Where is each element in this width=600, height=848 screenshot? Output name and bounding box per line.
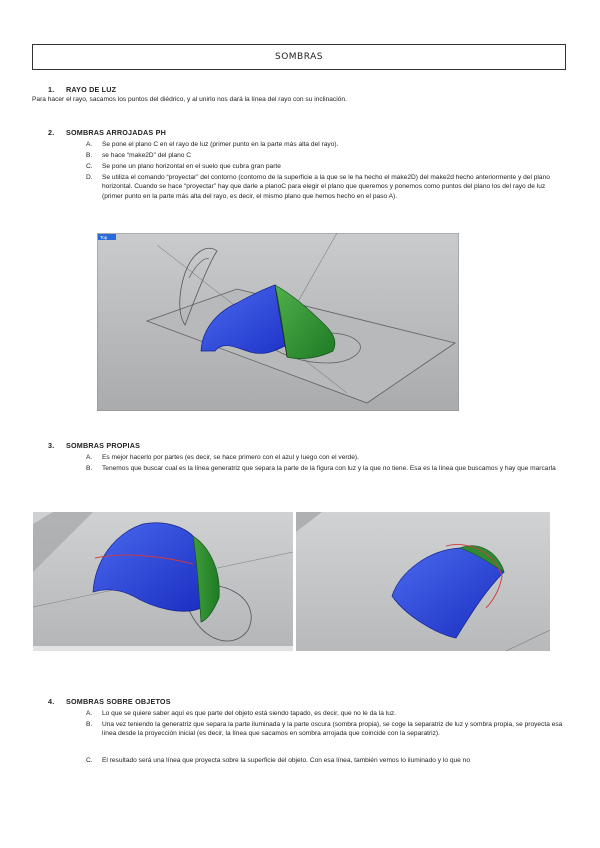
figure-cast-shadow (97, 233, 459, 411)
section-2-heading: 2. SOMBRAS ARROJADAS PH (48, 128, 166, 137)
viewport-tag: Top (100, 235, 108, 240)
figure-self-shadow-left (33, 512, 293, 651)
section-2-item-a: A. Se pone el plano C en el rayo de luz (primer punto en la parte más alta del rayo). (86, 141, 339, 148)
section-3-item-a: A. Es mejor hacerlo por partes (es decir, se hace primero con el azul y luego con el verde). (86, 454, 359, 461)
title-text: SOMBRAS (275, 52, 323, 62)
document-title (32, 44, 566, 70)
viewport-cast-shadow (97, 233, 459, 411)
section-2-item-d: D. Se utiliza el comando “proyectar” del contorno (contorno de la superficie a la que se le ha hecho el make2D) del make2d hecho anteriormente y del plano horizontal. Cuando se hace “proyectar” hay que darle a planoC para elegir el plano que queremos y ponemos como puntos del plano los del rayo de luz (primer punto en la parte más alta del rayo, es decir, el mismo plano que hemos hecho en el paso A). (86, 174, 550, 200)
section-4-item-a: A. Lo que se quiere saber aquí es que parte del objeto está siendo tapado, es decir, que no le da la luz. (86, 710, 396, 717)
section-4-item-c: C. El resultado será una línea que proyecta sobre la superficie del objeto. Con esa línea, también vemos lo iluminado y lo que no (86, 757, 471, 764)
viewport-self-shadow-left (33, 512, 293, 651)
section-4-heading: 4. SOMBRAS SOBRE OBJETOS (48, 697, 171, 706)
section-1-heading: 1. RAYO DE LUZ (48, 85, 117, 94)
viewport-footer (33, 646, 293, 651)
section-3-heading: 3. SOMBRAS PROPIAS (48, 441, 141, 450)
section-4-item-b: B. Una vez teniendo la generatriz que separa la parte iluminada y la parte oscura (sombra propia), se coge la separatriz de luz y sombra propia, se proyecta esa línea desde la proyección inicial (es decir, la línea que sacamos en sombra arrojada que coincide con la separatriz). (86, 721, 563, 738)
section-2-item-c: C. Se pone un plano horizontal en el suelo que cubra gran parte (86, 163, 281, 170)
section-1-paragraph: Para hacer el rayo, sacamos los puntos del diédrico, y al unirlo nos dará la línea del rayo con su inclinación. (32, 96, 347, 103)
section-2-item-b: B. se hace “make2D” del plano C (86, 152, 192, 159)
section-3-item-b: B. Tenemos que buscar cual es la línea generatriz que separa la parte de la figura con luz y la que no tiene. Esa es la línea que buscamos y hay que marcarla (86, 465, 556, 472)
viewport-self-shadow-right (296, 512, 550, 651)
figure-self-shadow-right (296, 512, 550, 651)
